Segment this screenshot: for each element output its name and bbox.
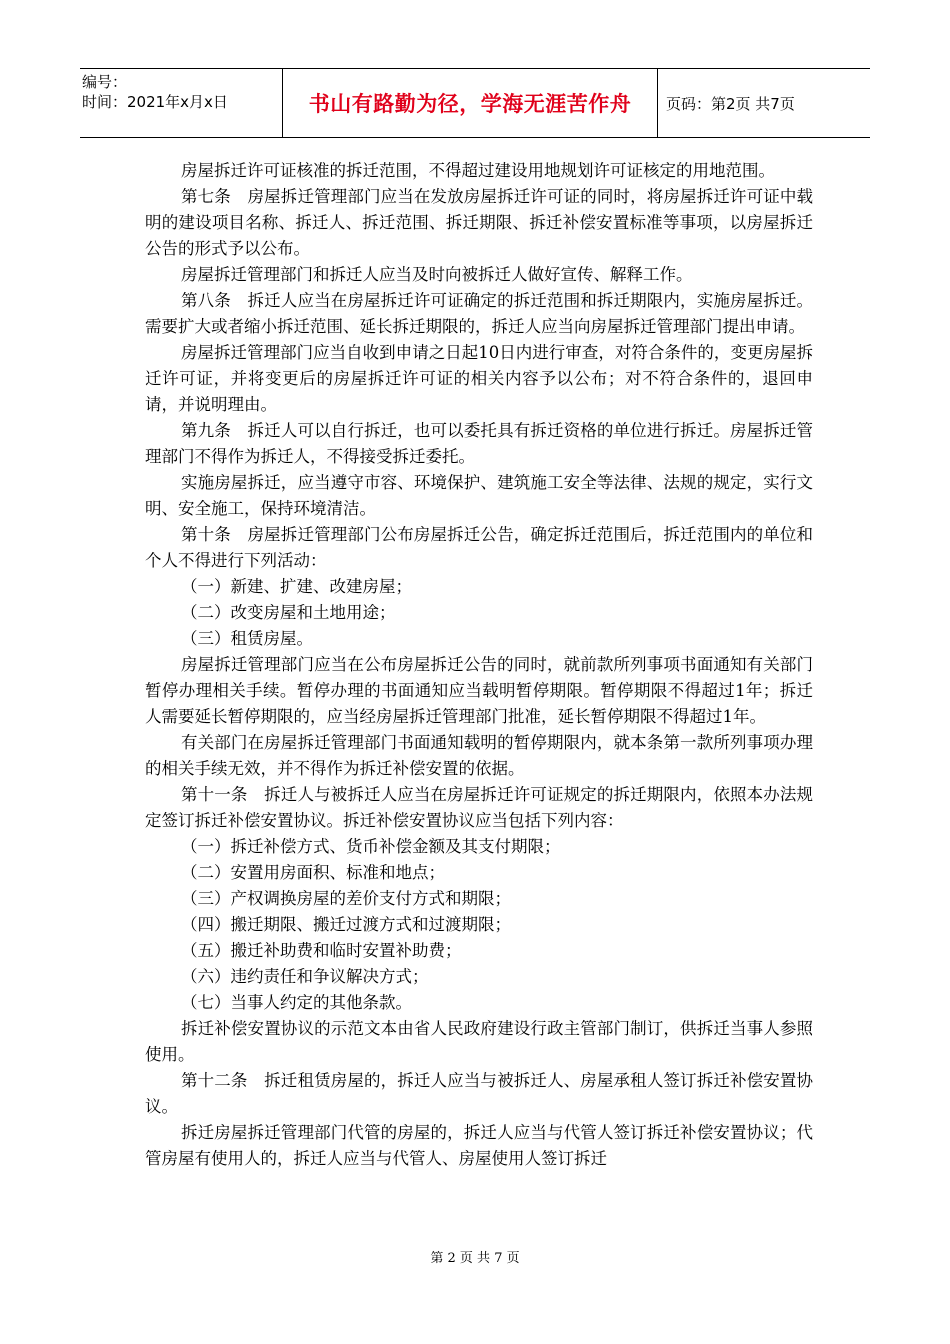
paragraph: 第七条 房屋拆迁管理部门应当在发放房屋拆迁许可证的同时，将房屋拆迁许可证中载明的建设项目名称、拆迁人、拆迁范围、拆迁期限、拆迁补偿安置标准等事项，以房屋拆迁公告的形式予以公布。	[145, 187, 813, 258]
paragraph: （二）安置用房面积、标准和地点；	[181, 863, 445, 882]
document-body	[145, 158, 813, 1172]
paragraph: 房屋拆迁许可证核准的拆迁范围，不得超过建设用地规划许可证核定的用地范围。	[181, 161, 775, 180]
paragraph: （七）当事人约定的其他条款。	[181, 993, 412, 1012]
paragraph: 第八条 拆迁人应当在房屋拆迁许可证确定的拆迁范围和拆迁期限内，实施房屋拆迁。需要扩大或者缩小拆迁范围、延长拆迁期限的，拆迁人应当向房屋拆迁管理部门提出申请。	[145, 291, 813, 336]
paragraph: 有关部门在房屋拆迁管理部门书面通知载明的暂停期限内，就本条第一款所列事项办理的相关手续无效，并不得作为拆迁补偿安置的依据。	[145, 733, 813, 778]
paragraph: （五）搬迁补助费和临时安置补助费；	[181, 941, 462, 960]
paragraph: （三）租赁房屋。	[181, 629, 313, 648]
header-meta	[80, 69, 283, 137]
paragraph: （六）违约责任和争议解决方式；	[181, 967, 429, 986]
paragraph: （一）拆迁补偿方式、货币补偿金额及其支付期限；	[181, 837, 561, 856]
paragraph: 第十二条 拆迁租赁房屋的，拆迁人应当与被拆迁人、房屋承租人签订拆迁补偿安置协议。	[145, 1071, 813, 1116]
paragraph: 实施房屋拆迁，应当遵守市容、环境保护、建筑施工安全等法律、法规的规定，实行文明、安全施工，保持环境清洁。	[145, 473, 813, 518]
paragraph: （二）改变房屋和土地用途；	[181, 603, 396, 622]
header-motto: 书山有路勤为径，学海无涯苦作舟	[283, 69, 658, 137]
page-footer: 第 2 页 共 7 页	[430, 1251, 520, 1266]
date-label: 时间：2021年x月x日	[82, 93, 228, 111]
paragraph: 拆迁补偿安置协议的示范文本由省人民政府建设行政主管部门制订，供拆迁当事人参照使用。	[145, 1019, 813, 1064]
paragraph: 第十一条 拆迁人与被拆迁人应当在房屋拆迁许可证规定的拆迁期限内，依照本办法规定签订拆迁补偿安置协议。拆迁补偿安置协议应当包括下列内容：	[145, 785, 813, 830]
header-page-info: 页码：第2页 共7页	[666, 94, 795, 113]
paragraph: 第十条 房屋拆迁管理部门公布房屋拆迁公告，确定拆迁范围后，拆迁范围内的单位和个人不得进行下列活动：	[145, 525, 813, 570]
paragraph: 房屋拆迁管理部门应当在公布房屋拆迁公告的同时，就前款所列事项书面通知有关部门暂停办理相关手续。暂停办理的书面通知应当载明暂停期限。暂停期限不得超过1年；拆迁人需要延长暂停期限的，应当经房屋拆迁管理部门批准，延长暂停期限不得超过1年。	[145, 655, 813, 726]
page-header	[80, 68, 870, 138]
paragraph: 第九条 拆迁人可以自行拆迁，也可以委托具有拆迁资格的单位进行拆迁。房屋拆迁管理部门不得作为拆迁人，不得接受拆迁委托。	[145, 421, 813, 466]
paragraph: 拆迁房屋拆迁管理部门代管的房屋的，拆迁人应当与代管人签订拆迁补偿安置协议；代管房屋有使用人的，拆迁人应当与代管人、房屋使用人签订拆迁	[145, 1123, 813, 1168]
paragraph: 房屋拆迁管理部门应当自收到申请之日起10日内进行审查，对符合条件的，变更房屋拆迁许可证，并将变更后的房屋拆迁许可证的相关内容予以公布；对不符合条件的，退回申请，并说明理由。	[145, 343, 813, 414]
number-label: 编号：	[82, 73, 128, 91]
paragraph: （三）产权调换房屋的差价支付方式和期限；	[181, 889, 511, 908]
paragraph: （四）搬迁期限、搬迁过渡方式和过渡期限；	[181, 915, 511, 934]
paragraph: 房屋拆迁管理部门和拆迁人应当及时向被拆迁人做好宣传、解释工作。	[181, 265, 693, 284]
paragraph: （一）新建、扩建、改建房屋；	[181, 577, 412, 596]
